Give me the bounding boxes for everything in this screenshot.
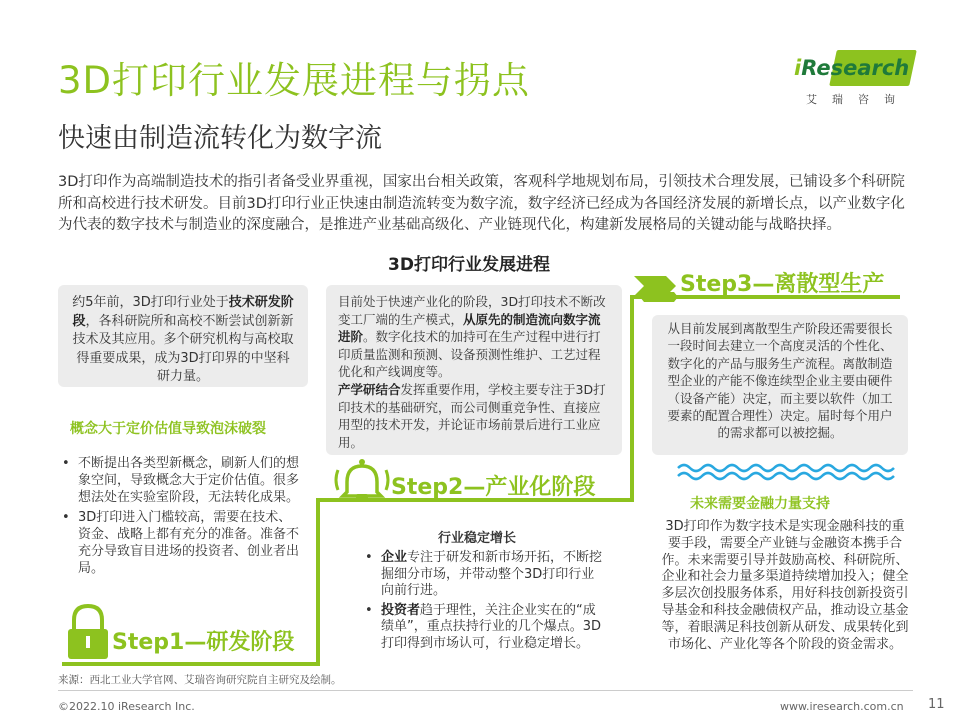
step3-arrow-icon-shape [634, 276, 676, 296]
logo-wordmark: iResearch [794, 56, 910, 80]
step3-heading: 未来需要金融力量支持 [690, 496, 830, 512]
step1-heading: 概念大于定价估值导致泡沫破裂 [70, 421, 266, 437]
footer-divider [58, 690, 913, 691]
page-number: 11 [928, 697, 945, 712]
list-item: • 投资者趋于理性，关注企业实在的“成绩单”，重点扶持行业的几个爆点。3D打印得到市场认可，行业稳定增长。 [363, 603, 603, 653]
logo-chinese: 艾瑞咨询 [806, 93, 910, 106]
diagram-title: 3D打印行业发展进程 [388, 255, 550, 275]
website-url: www.iresearch.com.cn [780, 700, 904, 713]
list-item: • 不断提出各类型新概念，刷新人们的想象空间，导致概念大于定价估值。很多想法处在实验室阶段，无法转化成果。 [60, 455, 300, 506]
source-note: 来源：西北工业大学官网、艾瑞咨询研究院自主研究及绘制。 [58, 674, 342, 686]
copyright: ©2022.10 iResearch Inc. [58, 700, 195, 713]
step1-description-box: 约5年前，3D打印行业处于技术研发阶段，各科研院所和高校不断尝试创新新技术及其应用。多个研究机构与高校取得重要成果，成为3D打印界的中坚科研力量。 [58, 285, 308, 387]
step3-description-box: 从目前发展到离散型生产阶段还需要很长一段时间去建立一个高度灵活的个性化、数字化的产品与服务生产流程。离散制造型企业的产能不像连续型企业主要由硬件（设备产能）决定，而主要以软件（加工要素的配置合理性）决定。届时每个用户的需求都可以被挖掘。 [652, 315, 908, 455]
step2-bullet-list [363, 550, 603, 655]
step3-arrow-icon [640, 292, 678, 302]
padlock-icon [68, 606, 108, 659]
step1-bullet-list [60, 455, 300, 580]
step1-label: Step1—研发阶段 [112, 630, 295, 655]
iresearch-logo [794, 50, 915, 110]
list-item: • 企业专注于研发和新市场开拓，不断挖掘细分市场，并带动整个3D打印行业向前行进。 [363, 550, 603, 600]
bell-icon [336, 459, 388, 500]
intro-paragraph: 3D打印作为高端制造技术的指引者备受业界重视，国家出台相关政策，客观科学地规划布局，引领技术合理发展，已铺设多个科研院所和高校进行技术研发。目前3D打印行业正快速由制造流转变为数字流，数字经济已经成为各国经济发展的新增长点，以产业数字化为代表的数字技术与制造业的深度融合，是推进产业基础高级化、产业链现代化，构建新发展格局的关键动能与战略抉择。 [58, 174, 905, 233]
waves-icon [678, 465, 894, 479]
page-title: 3D打印行业发展进程与拐点 [58, 59, 531, 102]
list-item: • 3D打印进入门槛较高，需要在技术、资金、战略上都有充分的准备。准备不充分导致盲目进场的投资者、创业者出局。 [60, 509, 300, 577]
step2-description-box: 目前处于快速产业化的阶段，3D打印技术不断改变工厂端的生产模式，从原先的制造流向数字流进阶。数字化技术的加持可在生产过程中进行打印质量监测和预测、设备预测性维护、工艺过程优化和产线调度等。 产学研结合发挥重要作用，学校主要专注于3D打印技术的基础研究，而公司侧重竞争性、直接应用型的技术开发，并论证市场前景后进行工业应用。 [326, 285, 622, 455]
step2-heading: 行业稳定增长 [438, 531, 517, 546]
step3-label: Step3—离散型生产 [680, 272, 885, 297]
finance-paragraph: 3D打印作为数字技术是实现金融科技的重要手段，需要全产业链与金融资本携手合作。未来需要引导并鼓励高校、科研院所、企业和社会力量多渠道持续增加投入；健全多层次创投服务体系，用好科技创新投资引导基金和科技金融债权产品，推动设立基金等，着眼满足科技创新从研发、成果转化到市场化、产业化等各个阶段的资金需求。 [661, 519, 909, 652]
step2-label: Step2—产业化阶段 [391, 475, 596, 500]
page-subtitle: 快速由制造流转化为数字流 [58, 123, 382, 154]
